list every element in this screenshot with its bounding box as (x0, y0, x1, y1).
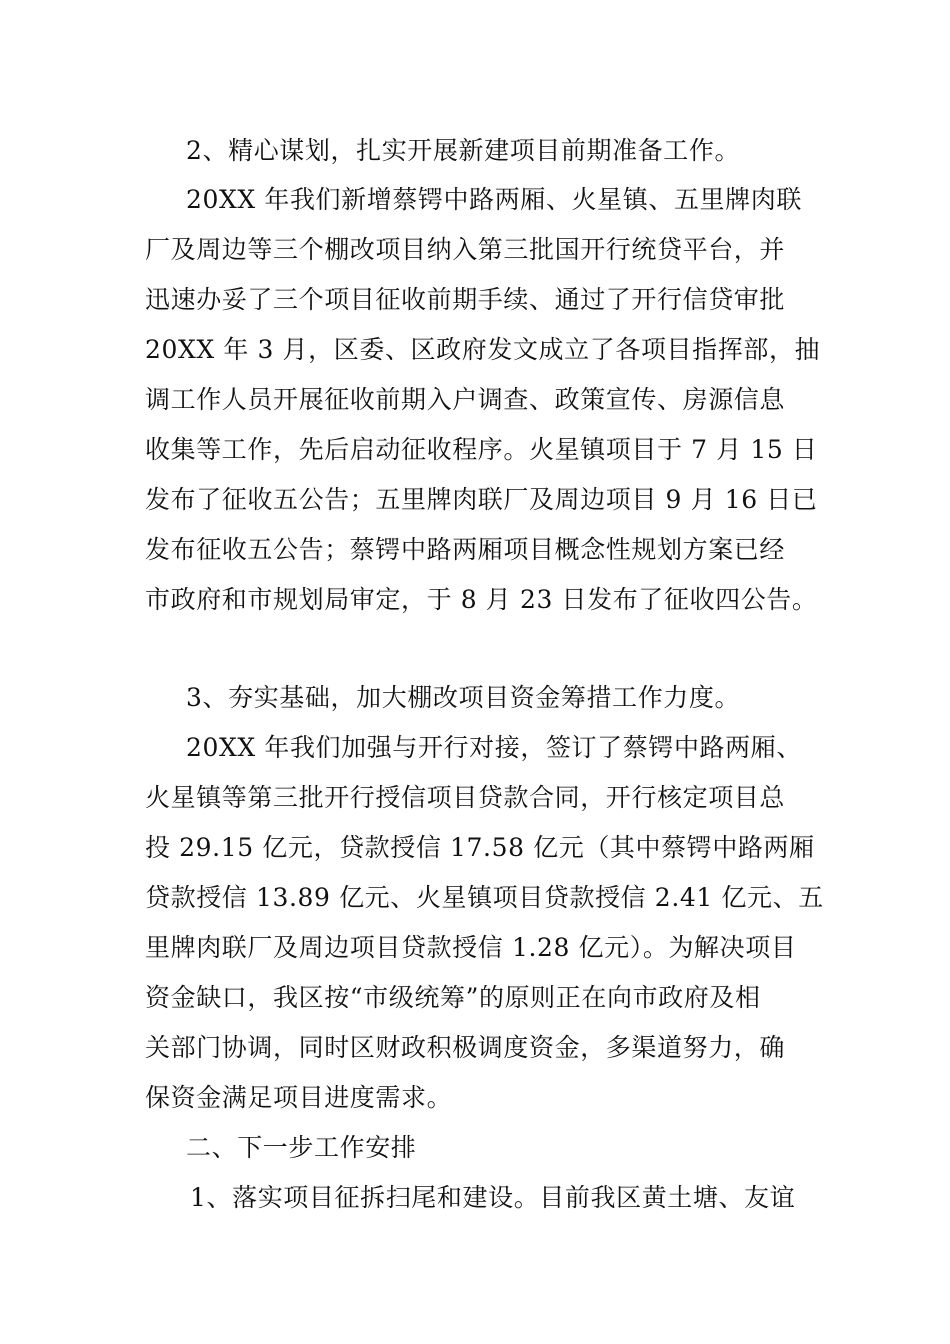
paragraph-line: 保资金满足项目进度需求。 (145, 1083, 453, 1112)
paragraph-line: 发布了征收五公告；五里牌肉联厂及周边项目 9 月 16 日已 (145, 485, 818, 514)
paragraph-line: 贷款授信 13.89 亿元、火星镇项目贷款授信 2.41 亿元、五 (145, 883, 824, 912)
section-heading-1: 1、落实项目征拆扫尾和建设。目前我区黄土塘、友谊 (190, 1183, 796, 1212)
paragraph-line: 关部门协调，同时区财政积极调度资金，多渠道努力，确 (145, 1033, 786, 1062)
paragraph-line: 市政府和市规划局审定，于 8 月 23 日发布了征收四公告。 (145, 585, 818, 614)
paragraph-line: 20XX 年我们加强与开行对接，签订了蔡锷中路两厢、 (186, 733, 802, 762)
paragraph-line: 收集等工作，先后启动征收程序。火星镇项目于 7 月 15 日 (145, 435, 818, 464)
paragraph-line: 火星镇等第三批开行授信项目贷款合同，开行核定项目总 (145, 783, 786, 812)
section-heading-3: 3、夯实基础，加大棚改项目资金筹措工作力度。 (186, 683, 741, 712)
paragraph-line: 迅速办妥了三个项目征收前期手续、通过了开行信贷审批 (145, 285, 786, 314)
section-heading-2: 2、精心谋划，扎实开展新建项目前期准备工作。 (186, 136, 741, 165)
paragraph-line: 发布征收五公告；蔡锷中路两厢项目概念性规划方案已经 (145, 535, 786, 564)
paragraph-line: 调工作人员开展征收前期入户调查、政策宣传、房源信息 (145, 385, 786, 414)
paragraph-line: 投 29.15 亿元，贷款授信 17.58 亿元（其中蔡锷中路两厢 (145, 833, 815, 862)
paragraph-line: 20XX 年我们新增蔡锷中路两厢、火星镇、五里牌肉联 (186, 185, 802, 214)
paragraph-line: 20XX 年 3 月，区委、区政府发文成立了各项目指挥部，抽 (145, 335, 821, 364)
paragraph-line: 里牌肉联厂及周边项目贷款授信 1.28 亿元）。为解决项目 (145, 933, 797, 962)
paragraph-line: 厂及周边等三个棚改项目纳入第三批国开行统贷平台，并 (145, 235, 786, 264)
chapter-heading: 二、下一步工作安排 (186, 1133, 417, 1162)
paragraph-line: 资金缺口，我区按“市级统筹”的原则正在向市政府及相 (145, 983, 761, 1012)
